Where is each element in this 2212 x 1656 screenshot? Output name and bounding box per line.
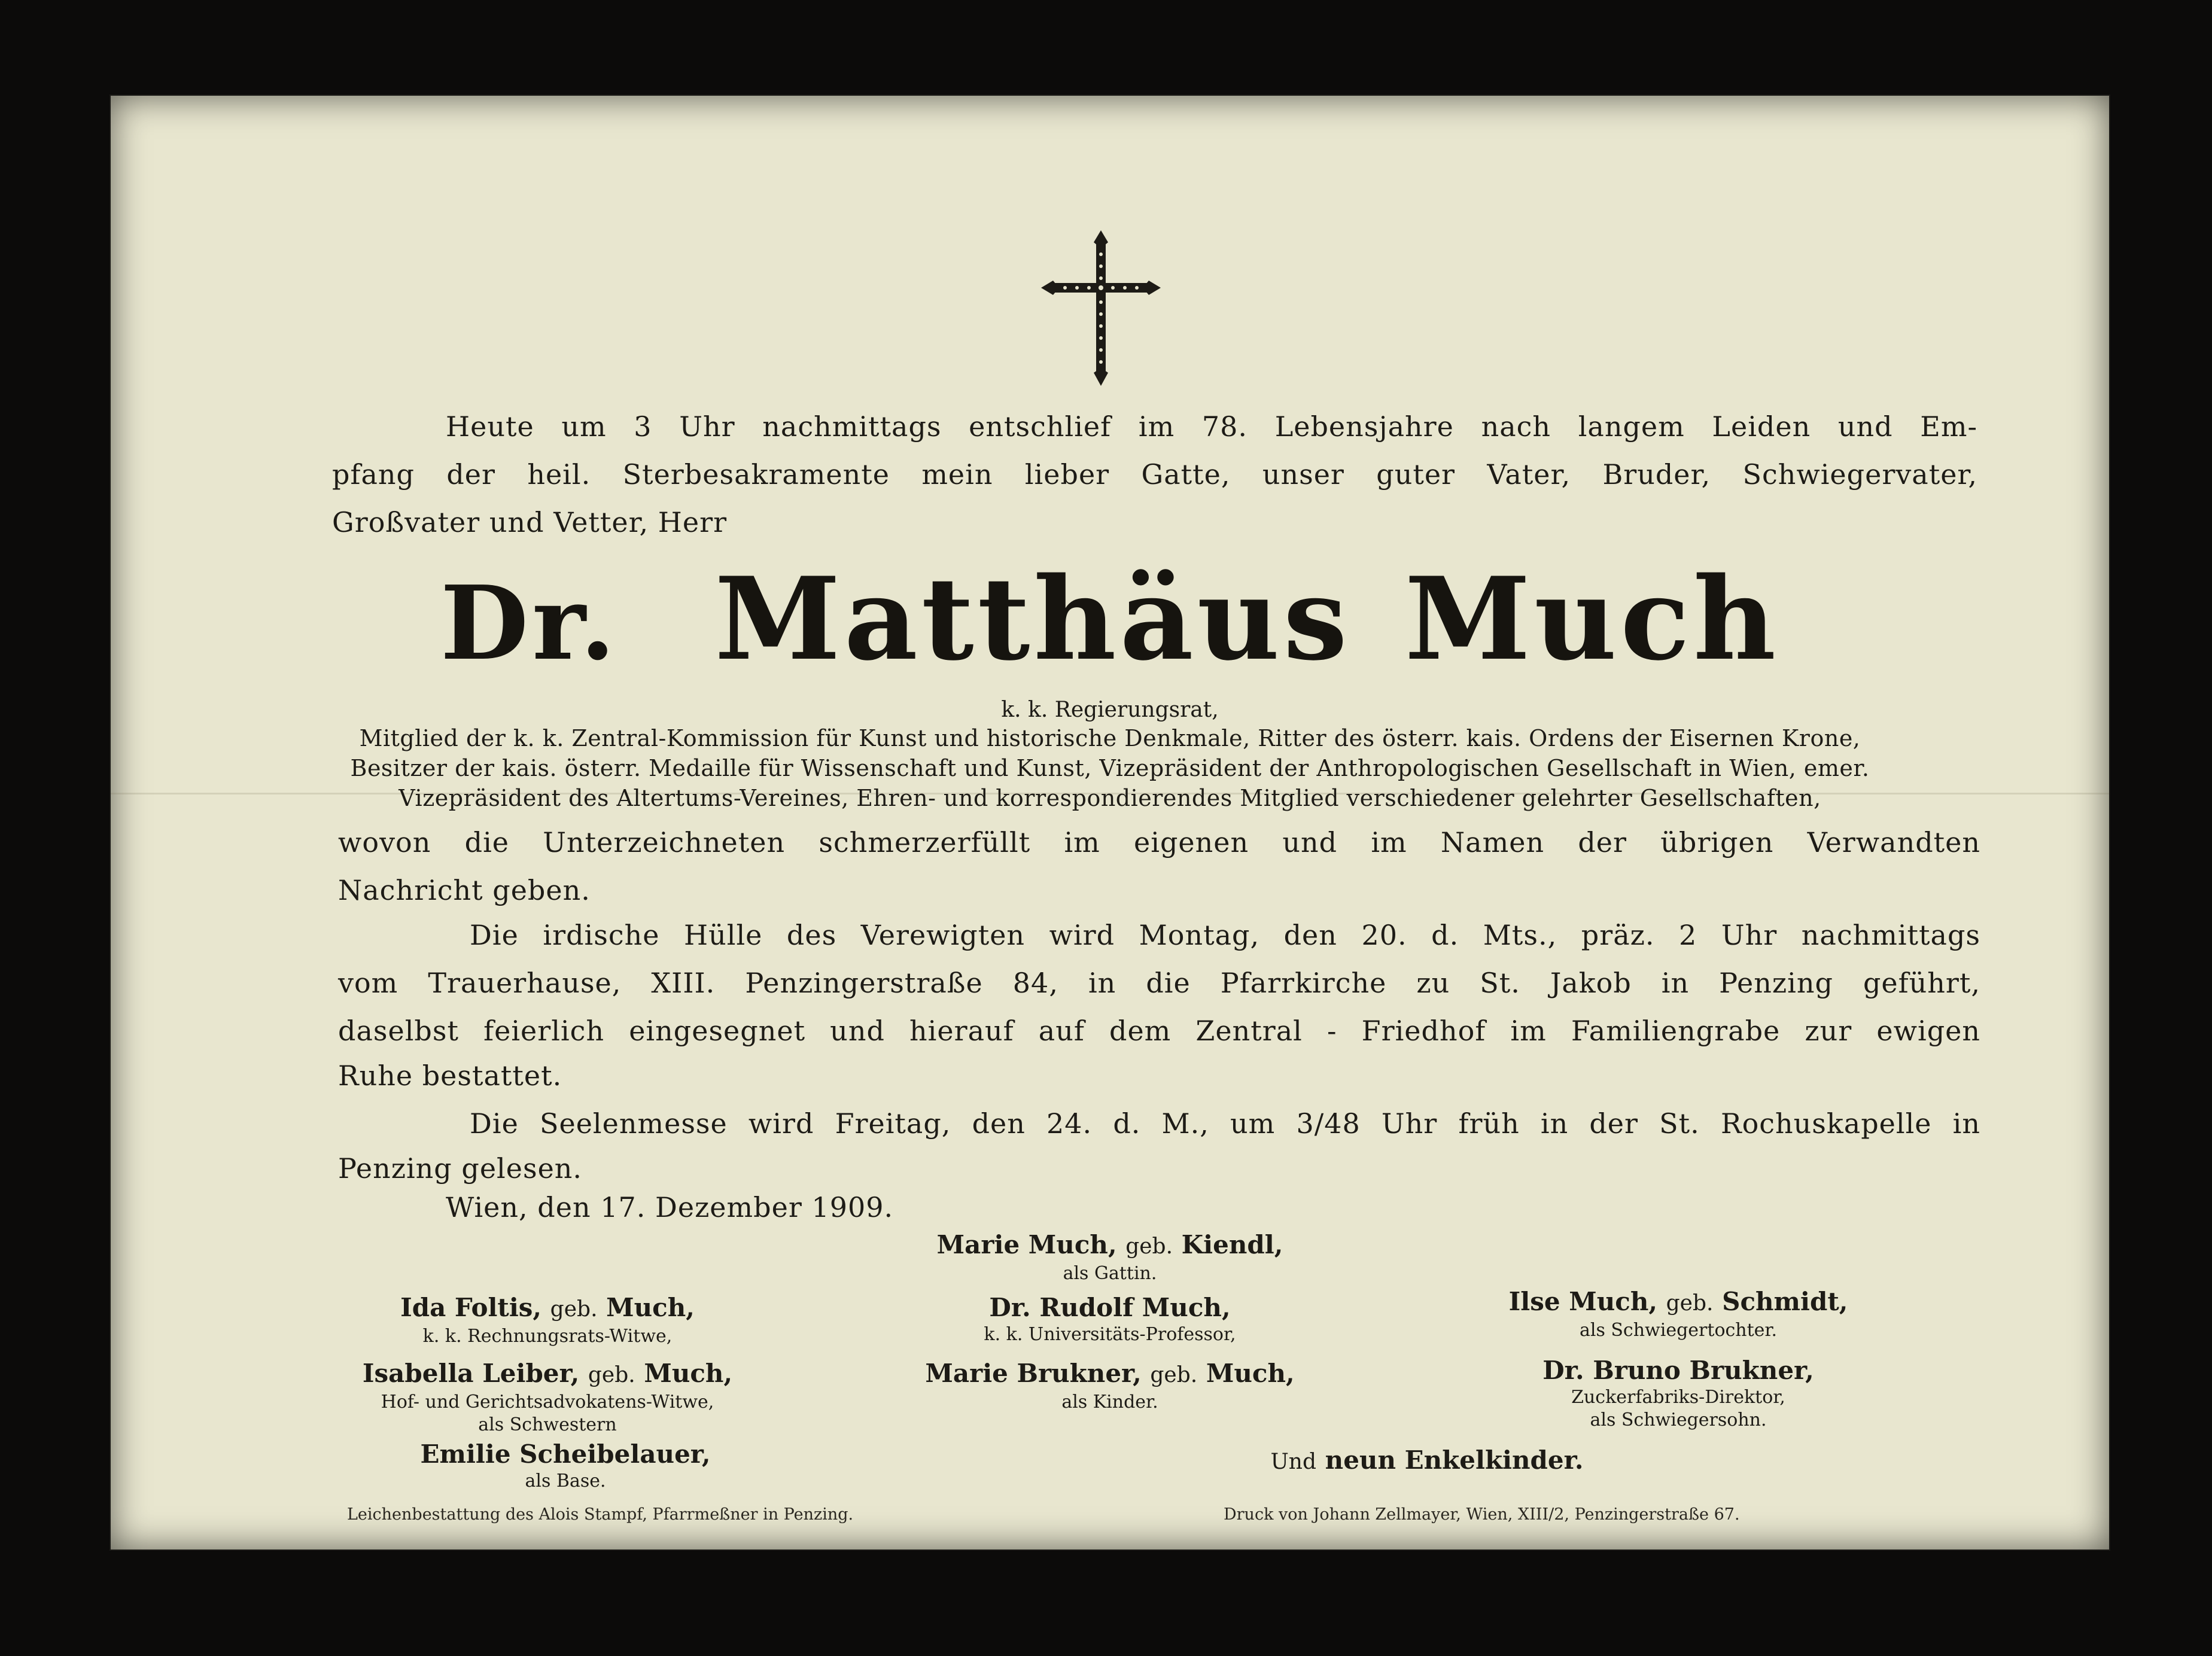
intro-line-2: pfang der heil. Sterbesakramente mein lieber Gatte, unser guter Vater, Bruder, Schwiegervater,: [332, 458, 1977, 491]
body-p3-line-2: Penzing gelesen.: [338, 1152, 583, 1185]
honors-line-3: Vizepräsident des Altertums-Vereines, Ehren- und korrespondierendes Mitglied verschiedener gelehrter Gesellschaften,: [398, 785, 1821, 811]
body-p2-line-2: vom Trauerhause, XIII. Penzingerstraße 84, in die Pfarrkirche zu St. Jakob in Penzing geführt,: [338, 967, 1980, 999]
signer-isabella: Isabella Leiber, geb. Much, Hof- und Gerichtsadvokatens-Witwe, als Schwestern: [362, 1359, 733, 1435]
first-name: Matthäus: [714, 552, 1351, 686]
intro-line-3: Großvater und Vetter, Herr: [332, 506, 728, 538]
honors-line-1: Mitglied der k. k. Zentral-Kommission für Kunst und historische Denkmale, Ritter des österr. kais. Ordens der Eisernen Krone,: [359, 725, 1861, 751]
footer-undertaker: Leichenbestattung des Alois Stampf, Pfarrmeßner in Penzing.: [347, 1505, 854, 1524]
honors-line-2: Besitzer der kais. österr. Medaille für Wissenschaft und Kunst, Vizepräsident der Anthropologischen Gesellschaft in Wien, emer.: [350, 755, 1870, 781]
body-p3-line-1: Die Seelenmesse wird Freitag, den 24. d. M., um 3/48 Uhr früh in der St. Rochuskapelle in: [470, 1107, 1980, 1140]
body-p1-line-2: Nachricht geben.: [338, 874, 591, 906]
signer-ida: Ida Foltis, geb. Much, k. k. Rechnungsrats-Witwe,: [400, 1293, 695, 1347]
deceased-name: [111, 550, 2109, 692]
last-name: Much: [1404, 552, 1780, 686]
signer-widow: Marie Much, geb. Kiendl, als Gattin.: [936, 1230, 1283, 1284]
death-notice-sheet: [111, 96, 2109, 1550]
body-p1-line-1: wovon die Unterzeichneten schmerzerfüllt im eigenen und im Namen der übrigen Verwandten: [338, 826, 1980, 859]
body-p2-line-4: Ruhe bestattet.: [338, 1060, 562, 1092]
signer-emilie: Emilie Scheibelauer, als Base.: [420, 1439, 711, 1491]
footer-printer: Druck von Johann Zellmayer, Wien, XIII/2, Penzingerstraße 67.: [1224, 1505, 1740, 1524]
date-line: Wien, den 17. Dezember 1909.: [446, 1191, 894, 1223]
signer-bruno: Dr. Bruno Brukner, Zuckerfabriks-Direktor, als Schwiegersohn.: [1542, 1356, 1814, 1430]
intro-line-1: Heute um 3 Uhr nachmittags entschlief im 78. Lebensjahre nach langem Leiden und Em-: [446, 410, 1977, 443]
name-prefix: Dr.: [440, 564, 619, 683]
body-p2-line-1: Die irdische Hülle des Verewigten wird Montag, den 20. d. Mts., präz. 2 Uhr nachmittags: [470, 919, 1980, 951]
signer-rudolf: Dr. Rudolf Much, k. k. Universitäts-Professor,: [984, 1293, 1236, 1345]
body-p2-line-3: daselbst feierlich eingesegnet und hierauf auf dem Zentral - Friedhof im Familiengrabe zur ewigen: [338, 1015, 1980, 1047]
signer-ilse: Ilse Much, geb. Schmidt, als Schwiegertochter.: [1508, 1287, 1848, 1341]
signer-grandchildren: Und neun Enkelkinder.: [1270, 1445, 1584, 1475]
latin-cross-icon: [1041, 230, 1161, 386]
official-title: k. k. Regierungsrat,: [1001, 698, 1219, 722]
signer-marie-brukner: Marie Brukner, geb. Much, als Kinder.: [925, 1359, 1295, 1413]
